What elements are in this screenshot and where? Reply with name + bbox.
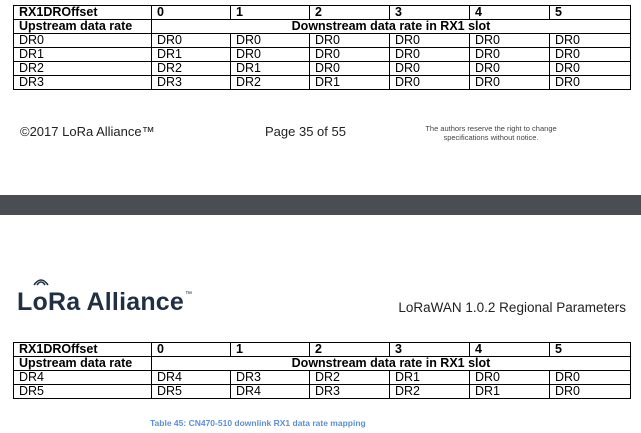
header-cell: 2 xyxy=(310,343,390,357)
table-cell: DR0 xyxy=(470,371,550,385)
header-cell: 4 xyxy=(470,343,550,357)
table-cell: DR2 xyxy=(14,62,152,76)
copyright-text: ©2017 LoRa Alliance™ xyxy=(20,124,155,139)
rights-line: specifications without notice. xyxy=(443,133,539,142)
table-cell: DR0 xyxy=(310,62,390,76)
table-row xyxy=(14,385,631,399)
table-cell: DR0 xyxy=(152,34,231,48)
table-cell: DR2 xyxy=(310,371,390,385)
table-row xyxy=(14,76,631,90)
table-cell: DR0 xyxy=(390,76,470,90)
table-cell: DR0 xyxy=(550,385,631,399)
table-cell: DR1 xyxy=(152,48,231,62)
header-cell: 5 xyxy=(550,6,631,20)
table-cell: DR2 xyxy=(231,76,310,90)
downstream-label: Downstream data rate in RX1 slot xyxy=(152,357,631,371)
table-row xyxy=(14,371,631,385)
table-cell: DR0 xyxy=(470,62,550,76)
rights-notice xyxy=(400,124,582,142)
table-cell: DR0 xyxy=(310,34,390,48)
table-cell: DR1 xyxy=(14,48,152,62)
table-cell: DR4 xyxy=(152,371,231,385)
bottom-table-body xyxy=(14,371,631,399)
header-cell: 1 xyxy=(231,6,310,20)
header-cell: 5 xyxy=(550,343,631,357)
header-cell: RX1DROffset xyxy=(14,6,152,20)
table-cell: DR1 xyxy=(231,62,310,76)
table-cell: DR0 xyxy=(470,48,550,62)
table-cell: DR0 xyxy=(470,76,550,90)
header-cell: 3 xyxy=(390,343,470,357)
table-cell: DR3 xyxy=(231,371,310,385)
table-cell: DR3 xyxy=(152,76,231,90)
document-title: LoRaWAN 1.0.2 Regional Parameters xyxy=(398,300,626,315)
rights-line: The authors reserve the right to change xyxy=(425,124,557,133)
top-data-rate-table xyxy=(13,5,631,90)
header-cell: 2 xyxy=(310,6,390,20)
table-cell: DR1 xyxy=(310,76,390,90)
table-cell: DR4 xyxy=(14,371,152,385)
table-row xyxy=(14,62,631,76)
page-number: Page 35 of 55 xyxy=(265,124,346,139)
table-cell: DR1 xyxy=(470,385,550,399)
bottom-data-rate-table xyxy=(13,342,631,399)
table-cell: DR0 xyxy=(470,34,550,48)
table-row xyxy=(14,34,631,48)
table-cell: DR0 xyxy=(231,34,310,48)
table-cell: DR1 xyxy=(390,371,470,385)
table-cell: DR0 xyxy=(390,48,470,62)
header-cell: 0 xyxy=(152,6,231,20)
table-row xyxy=(14,48,631,62)
table-subheader-row xyxy=(14,20,631,34)
table-cell: DR0 xyxy=(550,76,631,90)
table-header-row xyxy=(14,343,631,357)
table-subheader-row xyxy=(14,357,631,371)
downstream-label: Downstream data rate in RX1 slot xyxy=(152,20,631,34)
table-cell: DR4 xyxy=(231,385,310,399)
table-cell: DR2 xyxy=(152,62,231,76)
table-cell: DR2 xyxy=(390,385,470,399)
header-cell: RX1DROffset xyxy=(14,343,152,357)
upstream-label: Upstream data rate xyxy=(14,357,152,371)
table-header-row xyxy=(14,6,631,20)
table-cell: DR5 xyxy=(152,385,231,399)
signal-wave-icon xyxy=(31,274,51,286)
table-cell: DR0 xyxy=(310,48,390,62)
logo-trademark: ™ xyxy=(185,291,192,298)
table-cell: DR0 xyxy=(231,48,310,62)
table-cell: DR0 xyxy=(550,48,631,62)
table-cell: DR0 xyxy=(390,34,470,48)
upstream-label: Upstream data rate xyxy=(14,20,152,34)
lora-alliance-logo xyxy=(17,283,192,315)
logo-text: LoRa Alliance xyxy=(17,288,184,316)
page-footer xyxy=(0,124,641,144)
table-cell: DR0 xyxy=(14,34,152,48)
table-cell: DR0 xyxy=(550,34,631,48)
table-cell: DR0 xyxy=(390,62,470,76)
table-cell: DR3 xyxy=(310,385,390,399)
table-cell: DR3 xyxy=(14,76,152,90)
top-table-body xyxy=(14,34,631,90)
table-cell: DR5 xyxy=(14,385,152,399)
table-cell: DR0 xyxy=(550,62,631,76)
header-cell: 4 xyxy=(470,6,550,20)
table-caption: Table 45: CN470-510 downlink RX1 data rate mapping xyxy=(150,418,366,428)
header-cell: 1 xyxy=(231,343,310,357)
header-cell: 0 xyxy=(152,343,231,357)
table-cell: DR0 xyxy=(550,371,631,385)
page-break-divider xyxy=(0,195,641,215)
header-cell: 3 xyxy=(390,6,470,20)
